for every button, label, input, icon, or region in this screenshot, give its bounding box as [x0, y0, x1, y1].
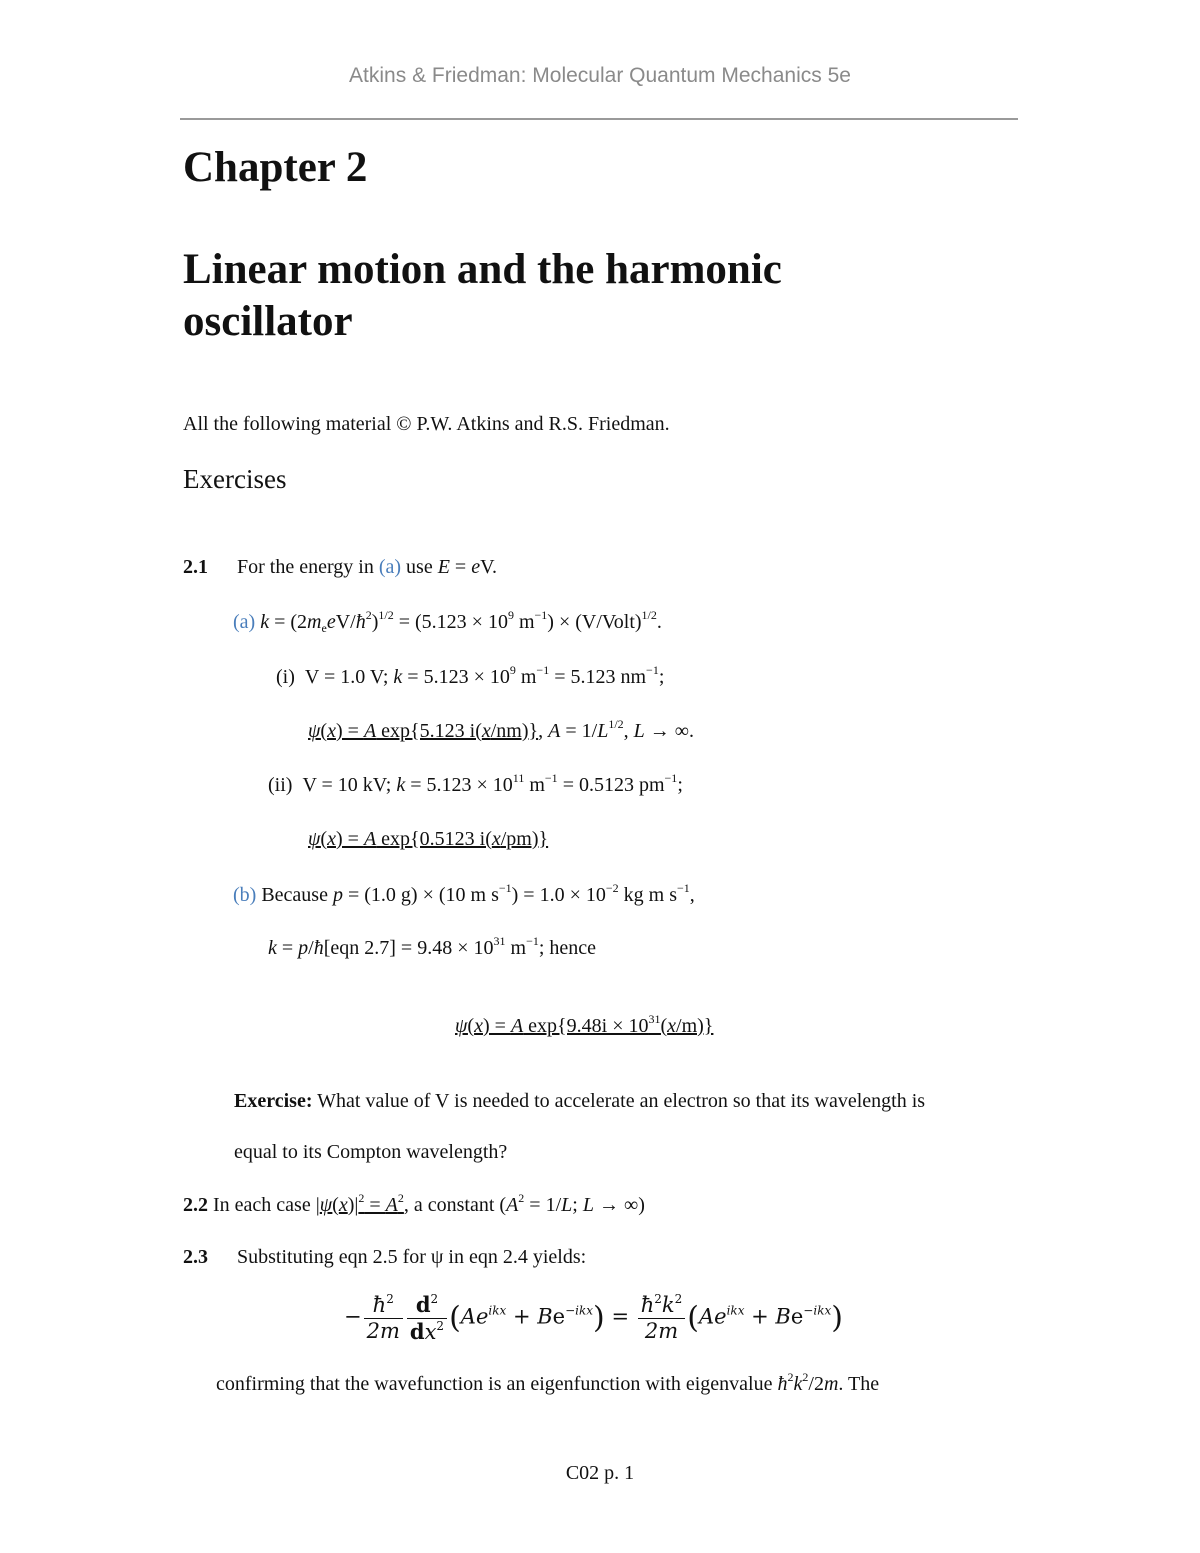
header-rule — [180, 118, 1018, 120]
exercise-2-1-intro: 2.1 For the energy in (a) use E = eV. — [183, 556, 497, 578]
chapter-subtitle-line2: oscillator — [183, 298, 353, 345]
exercise-number: 2.1 — [183, 556, 208, 578]
part-a-equation: (a) $k = (2m_eeV/ħ^2)^{1/2} = (5.123 \times 10^9$ $m^{-1}$) × (V/Volt)$^{1/2}$. — [233, 608, 662, 635]
running-header: Atkins & Friedman: Molecular Quantum Mechanics 5e — [349, 64, 851, 87]
part-b-wavenumber: k = p/ħ[eqn $2.7] = 9.48 \times 10^{31}$ $m^{-1}$; hence — [268, 934, 597, 959]
page-number: C02 p. 1 — [565, 1462, 635, 1484]
part-a-i-values: (i) V = 1.0 V; $k = 5.123 \times 10^9$ $m^{-1} = 5.123$ $nm^{-1}$; — [276, 663, 665, 688]
part-a-i-wavefunction: ψ(x) = A exp{5.123 i(x/nm)}, $A = 1/L^{1/2}$, L → ∞. — [308, 717, 695, 742]
exercise-prompt-label: Exercise: — [234, 1090, 313, 1112]
schrodinger-equation-display: − $\frac{ħ^2}{2m}$ $\frac{d^2}{dx^2}$ $(Ae^{ikx} + Be^{-ikx})$ = $\frac{ħ^2k^2}{2m}$ $(Ae^{ikx} + Be^{-ikx})$ — [344, 1292, 843, 1344]
copyright-notice: All the following material © P.W. Atkins and R.S. Friedman. — [183, 413, 670, 435]
subpart-label: (i) — [276, 666, 295, 688]
exercise-number: 2.2 — [183, 1194, 208, 1216]
part-a-ii-wavefunction: ψ(x) = A exp{0.5123 i(x/pm)} — [308, 828, 549, 850]
chapter-subtitle-line1: Linear motion and the harmonic — [183, 246, 782, 293]
part-b-wavefunction: ψ(x) = A $\exp\{9.48i \times 10^{31}(x/m)\}$ — [455, 1012, 714, 1037]
part-label: (a) — [378, 556, 402, 578]
part-label: (a) — [233, 611, 256, 633]
exercise-2-3-conclusion: confirming that the wavefunction is an eigenfunction with eigenvalue $ħ^2k^2/2m$. The — [216, 1370, 880, 1395]
subpart-label: (ii) — [268, 774, 293, 796]
exercise-2-3-intro — [183, 1246, 586, 1269]
exercise-2-2: 2.2 In each case $|\psi(x)|^2 = A^2$, a constant ($A^2 = 1/L$; L → ∞) — [183, 1191, 645, 1216]
part-label: (b) — [233, 884, 257, 906]
section-heading: Exercises — [183, 464, 287, 494]
exercise-prompt-text: What value of V is needed to accelerate an electron so that its wavelength is — [312, 1090, 926, 1112]
exercise-prompt-line2: equal to its Compton wavelength? — [234, 1141, 508, 1163]
part-a-ii-values: (ii) V = 10 kV; $k = 5.123 \times 10^{11}$ $m^{-1} = 0.5123$ $pm^{-1}$; — [268, 771, 683, 796]
exercise-prompt-line1 — [234, 1090, 925, 1113]
part-b-momentum: (b) Because p = (1.0 g) × (10 m $s^{-1}) = 1.0 \times 10^{-2}$ kg m $s^{-1}$, — [233, 881, 695, 906]
chapter-title: Chapter 2 — [183, 144, 368, 191]
exercise-2-3-text: Substituting eqn 2.5 for ψ in eqn 2.4 yields: — [237, 1246, 587, 1268]
exercise-number: 2.3 — [183, 1246, 208, 1268]
